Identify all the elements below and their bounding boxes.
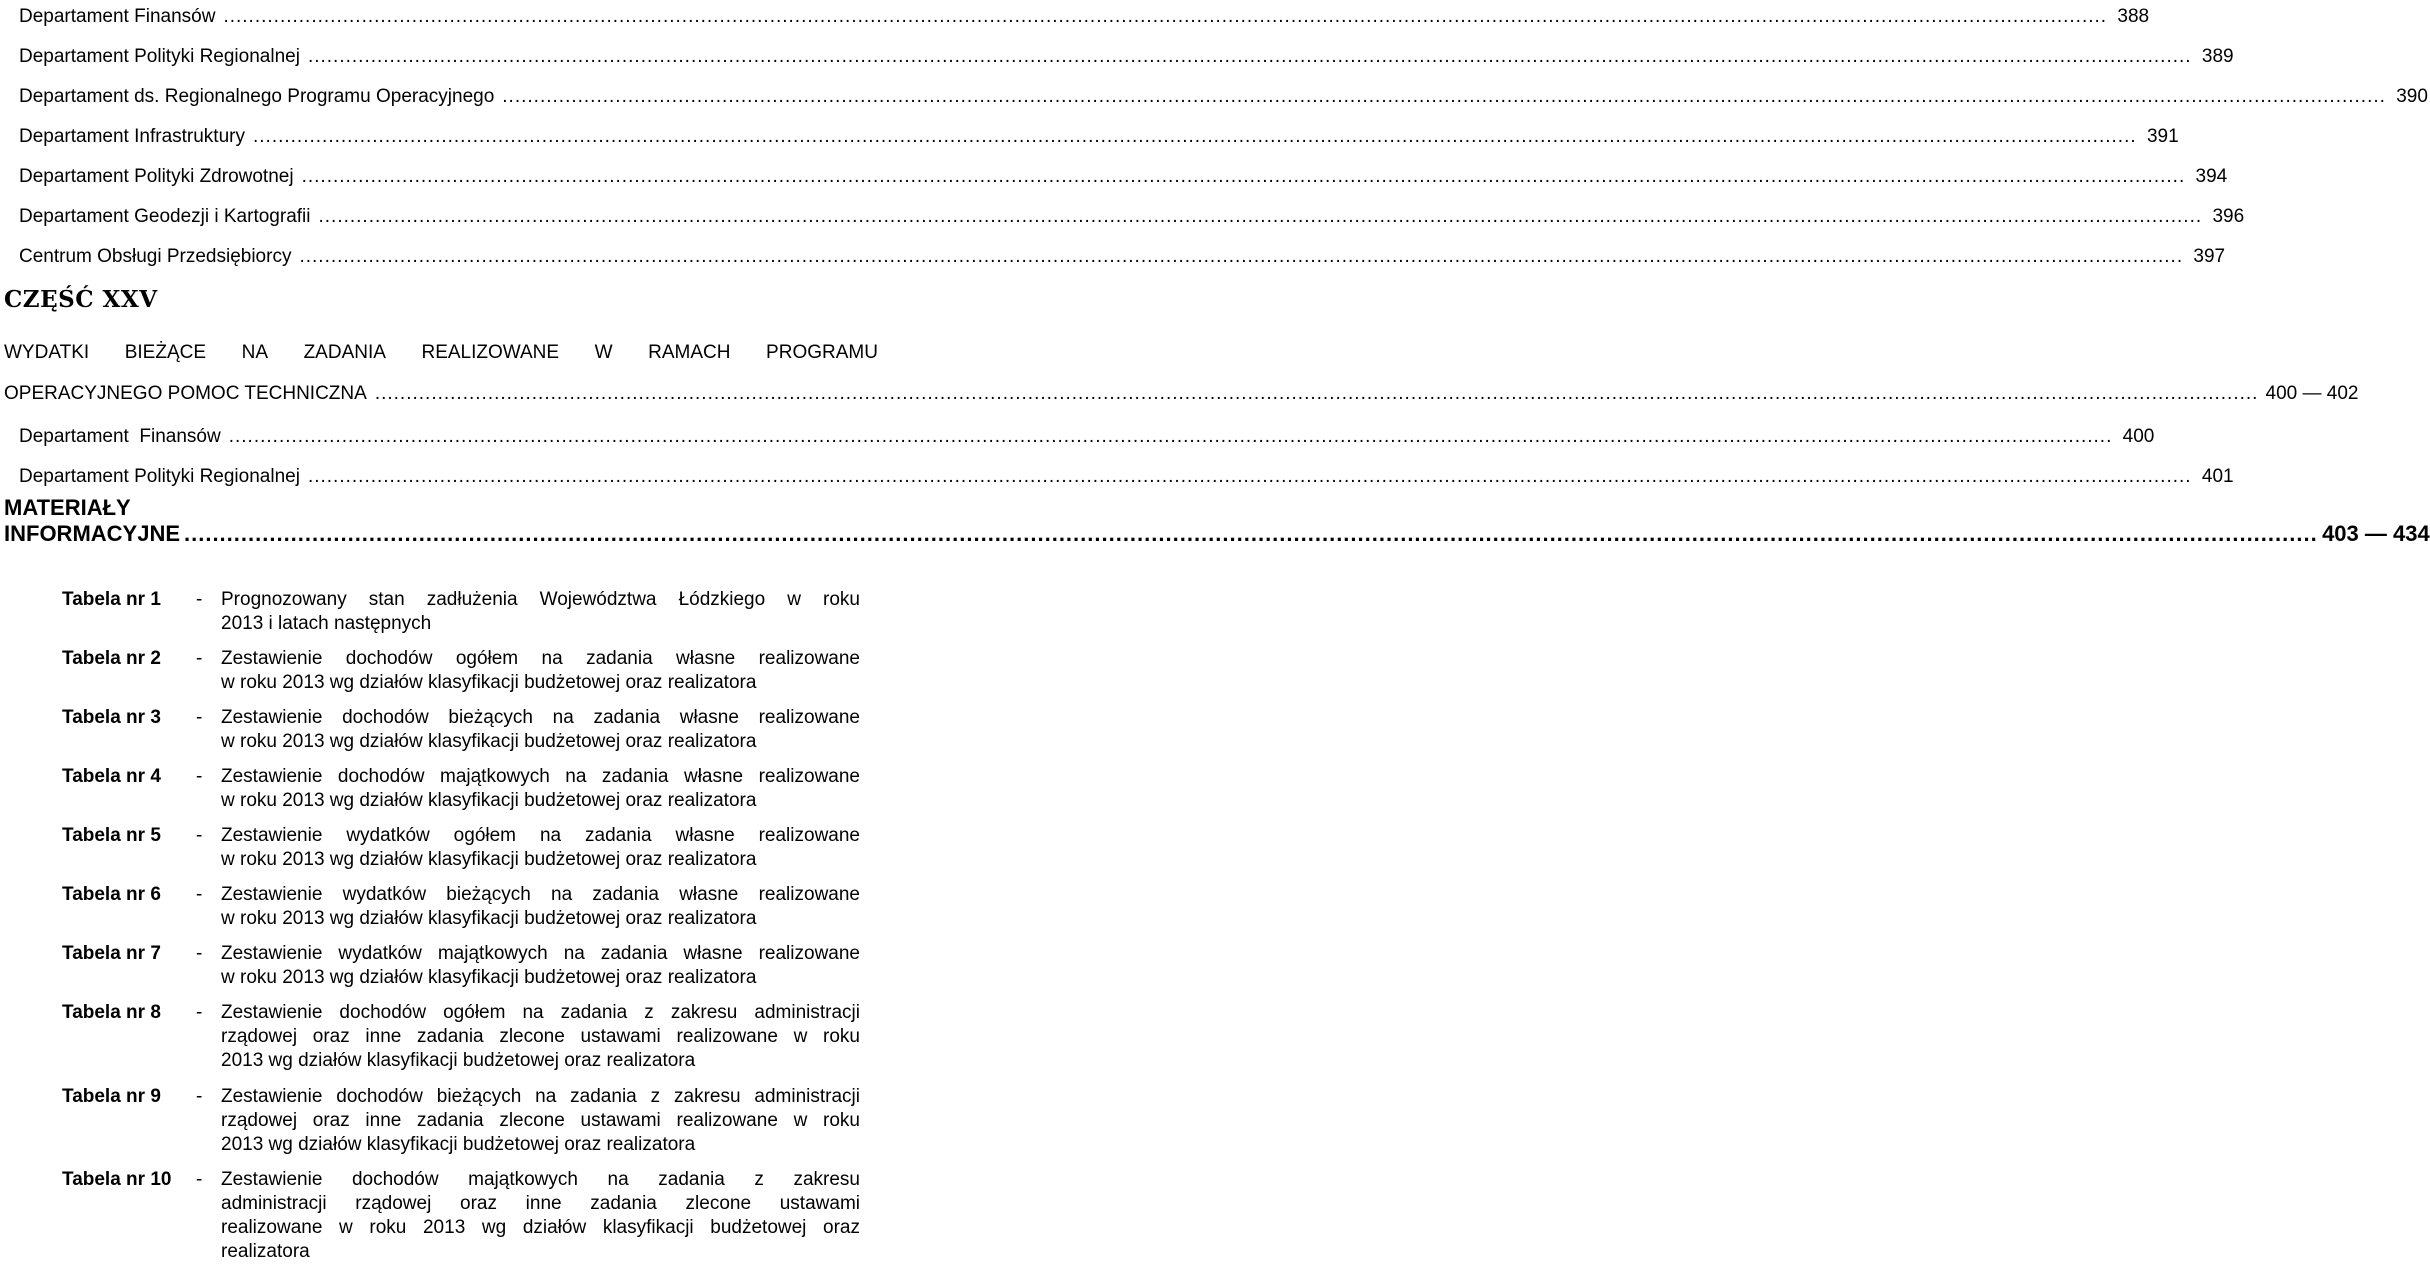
section-heading-word: RAMACH	[648, 342, 731, 363]
leader-dots: ............................................................................................................................................................................................................................................................................................................	[307, 466, 2192, 487]
table-list-item	[62, 883, 860, 931]
description-line: w roku 2013 wg działów klasyfikacji budżetowej oraz realizatora	[221, 731, 757, 752]
toc-page-number: 390	[2396, 86, 2428, 107]
toc-page-number: 389	[2201, 46, 2234, 67]
toc-entry	[19, 0, 2150, 28]
table-list-item	[62, 1168, 860, 1264]
table-description	[221, 706, 860, 754]
description-line: realizowane w roku 2013 wg działów klasyfikacji budżetowej oraz	[221, 1217, 860, 1238]
dash-separator: -	[196, 825, 203, 846]
table-label: Tabela nr 5	[62, 825, 161, 846]
toc-entry	[19, 120, 2179, 148]
section-heading-word: ZADANIA	[303, 342, 386, 363]
description-line: w roku 2013 wg działów klasyfikacji budżetowej oraz realizatora	[221, 849, 757, 870]
part-title: CZĘŚĆ XXV	[4, 286, 158, 313]
table-label: Tabela nr 9	[62, 1086, 161, 1107]
toc-entry	[19, 80, 2428, 108]
section-heading-text: OPERACYJNEGO POMOC TECHNICZNA	[4, 383, 367, 404]
description-line: Prognozowany stan zadłużenia Województwa Łódzkiego w roku	[221, 589, 860, 610]
toc-page-number: 391	[2146, 126, 2179, 147]
toc-page-number: 401	[2201, 466, 2234, 487]
description-line: Zestawienie wydatków majątkowych na zadania własne realizowane	[221, 943, 860, 964]
description-line: w roku 2013 wg działów klasyfikacji budżetowej oraz realizatora	[221, 672, 757, 693]
table-description	[221, 824, 860, 872]
description-line: administracji rządowej oraz inne zadania zlecone ustawami	[221, 1193, 860, 1214]
dash-separator: -	[196, 1002, 203, 1023]
description-line: w roku 2013 wg działów klasyfikacji budżetowej oraz realizatora	[221, 908, 757, 929]
description-line: Zestawienie dochodów bieżących na zadania z zakresu administracji	[221, 1086, 860, 1107]
dash-separator: -	[196, 1169, 203, 1190]
description-line: Zestawienie wydatków bieżących na zadania własne realizowane	[221, 884, 860, 905]
description-line: realizatora	[221, 1241, 310, 1262]
dash-separator: -	[196, 943, 203, 964]
toc-page-number: 397	[2193, 246, 2226, 267]
table-description	[221, 942, 860, 990]
table-description	[221, 883, 860, 931]
section-heading-word: WYDATKI	[4, 342, 90, 363]
table-list-item	[62, 765, 860, 813]
table-description	[221, 1168, 860, 1264]
toc-label: Departament ds. Regionalnego Programu Operacyjnego	[19, 86, 495, 107]
table-label: Tabela nr 1	[62, 589, 161, 610]
section-heading-word: REALIZOWANE	[421, 342, 560, 363]
description-line: Zestawienie dochodów bieżących na zadania własne realizowane	[221, 707, 860, 728]
leader-dots: ............................................................................................................................................................................................................................................................................................................	[374, 383, 2259, 404]
leader-dots: ............................................................................................................................................................................................................................................................................................................	[228, 426, 2113, 447]
toc-page-number: 396	[2212, 206, 2245, 227]
description-line: 2013 i latach następnych	[221, 613, 432, 634]
leader-dots: ............................................................................................................................................................................................................................................................................................................	[252, 126, 2137, 147]
table-description	[221, 647, 860, 695]
table-description	[221, 588, 860, 636]
materialy-title: MATERIAŁY INFORMACYJNE	[4, 495, 181, 546]
description-line: rządowej oraz inne zadania zlecone ustawami realizowane w roku	[221, 1110, 860, 1131]
section-heading-word: NA	[241, 342, 268, 363]
table-label: Tabela nr 2	[62, 648, 161, 669]
section-heading-word: PROGRAMU	[766, 342, 878, 363]
table-list-item	[62, 588, 860, 636]
description-line: Zestawienie dochodów majątkowych na zadania z zakresu	[221, 1169, 860, 1190]
leader-dots: ............................................................................................................................................................................................................................................................................................................	[318, 206, 2203, 227]
part-toc-entry	[19, 420, 2155, 448]
table-description	[221, 765, 860, 813]
table-description	[221, 1001, 860, 1073]
table-label: Tabela nr 4	[62, 766, 161, 787]
toc-label: Departament Polityki Zdrowotnej	[19, 166, 294, 187]
toc-label: Departament Geodezji i Kartografii	[19, 206, 311, 227]
description-line: rządowej oraz inne zadania zlecone ustawami realizowane w roku	[221, 1026, 860, 1047]
table-list-item	[62, 706, 860, 754]
table-description	[221, 1085, 860, 1157]
materialy-page-range: 403 — 434	[2322, 521, 2430, 546]
description-line: w roku 2013 wg działów klasyfikacji budżetowej oraz realizatora	[221, 790, 757, 811]
table-list-item	[62, 1001, 860, 1073]
table-label: Tabela nr 3	[62, 707, 161, 728]
description-line: Zestawienie dochodów ogółem na zadania z zakresu administracji	[221, 1002, 860, 1023]
leader-dots: ............................................................................................................................................................................................................................................................................................................	[307, 46, 2192, 67]
table-label: Tabela nr 6	[62, 884, 161, 905]
table-list-item	[62, 647, 860, 695]
section-heading-word: BIEŻĄCE	[124, 342, 207, 363]
toc-label: Centrum Obsługi Przedsiębiorcy	[19, 246, 292, 267]
table-list-item	[62, 942, 860, 990]
dash-separator: -	[196, 648, 203, 669]
dash-separator: -	[196, 707, 203, 728]
table-list-item	[62, 824, 860, 872]
section-heading-word: W	[594, 342, 613, 363]
toc-label: Departament Infrastruktury	[19, 126, 245, 147]
toc-page-number: 388	[2117, 6, 2150, 27]
leader-dots: ............................................................................................................................................................................................................................................................................................................	[299, 246, 2184, 267]
toc-entry	[19, 240, 2226, 268]
toc-entry	[19, 40, 2234, 68]
table-list-item	[62, 1085, 860, 1157]
leader-dots: ............................................................................................................................................................................................................................................................................................................	[502, 86, 2386, 107]
part-toc-entry	[19, 460, 2234, 488]
table-label: Tabela nr 10	[62, 1169, 172, 1190]
description-line: 2013 wg działów klasyfikacji budżetowej oraz realizatora	[221, 1134, 696, 1155]
table-label: Tabela nr 8	[62, 1002, 161, 1023]
leader-dots: ............................................................................................................................................................................................................................................................................................................	[301, 166, 2186, 187]
toc-page-number: 400	[2122, 426, 2155, 447]
dash-separator: -	[196, 1086, 203, 1107]
leader-dots: ............................................................................................................................................................................................................................................................................................................	[184, 521, 2318, 546]
dash-separator: -	[196, 766, 203, 787]
leader-dots: ............................................................................................................................................................................................................................................................................................................	[223, 6, 2108, 27]
description-line: 2013 wg działów klasyfikacji budżetowej oraz realizatora	[221, 1050, 696, 1071]
section-heading-line2	[4, 377, 2359, 405]
description-line: w roku 2013 wg działów klasyfikacji budżetowej oraz realizatora	[221, 967, 757, 988]
section-heading-line1	[4, 342, 878, 364]
description-line: Zestawienie wydatków ogółem na zadania własne realizowane	[221, 825, 860, 846]
toc-entry	[19, 200, 2245, 228]
toc-label: Departament Polityki Regionalnej	[19, 466, 300, 487]
toc-entry	[19, 160, 2228, 188]
description-line: Zestawienie dochodów ogółem na zadania własne realizowane	[221, 648, 860, 669]
toc-page-number: 394	[2195, 166, 2228, 187]
table-label: Tabela nr 7	[62, 943, 161, 964]
materialy-heading	[4, 495, 2430, 547]
toc-label: Departament Finansów	[19, 426, 221, 447]
dash-separator: -	[196, 589, 203, 610]
description-line: Zestawienie dochodów majątkowych na zadania własne realizowane	[221, 766, 860, 787]
toc-label: Departament Finansów	[19, 6, 216, 27]
toc-label: Departament Polityki Regionalnej	[19, 46, 300, 67]
section-page-range: 400 — 402	[2265, 383, 2359, 404]
dash-separator: -	[196, 884, 203, 905]
